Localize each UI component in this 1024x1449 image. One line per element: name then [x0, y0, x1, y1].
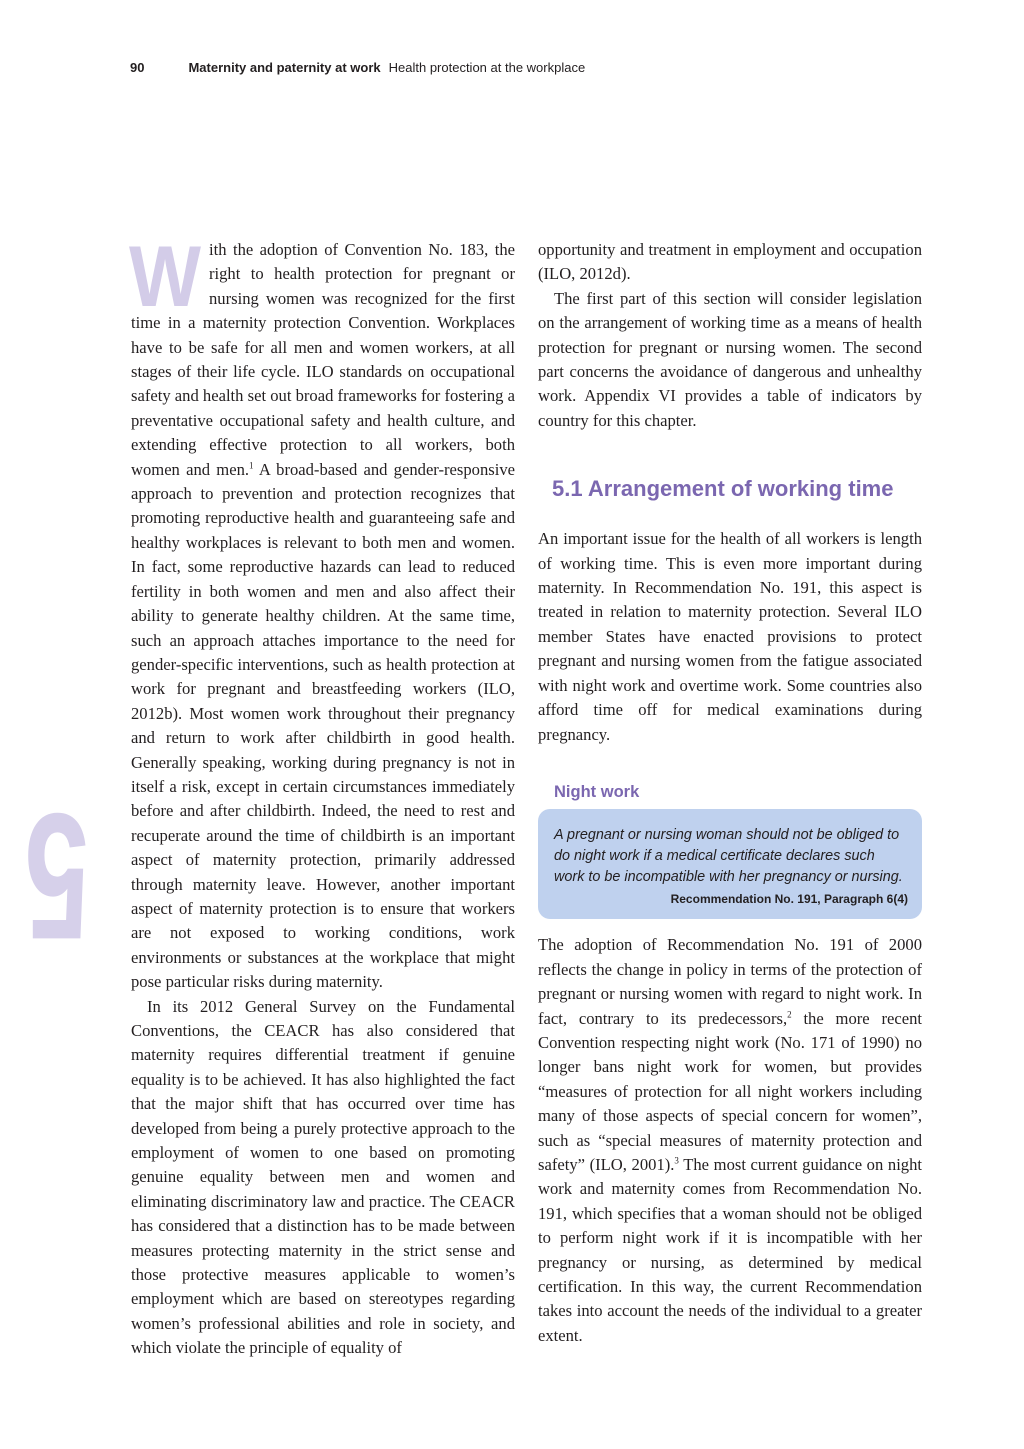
- night-work-text: The adoption of Recommendation No. 191 of 2000 reflects the change in policy in terms of the protection of pregnant or nursing women with regard to night work. In fact, contrary to its predecessors,: [538, 935, 922, 1028]
- section-heading: 5.1 Arrangement of working time: [552, 476, 894, 502]
- intro-text-continued: A broad-based and gender-responsive approach to prevention and protection recognizes that promoting reproductive health and guaranteeing safe and healthy workplaces is relevant to both men and women. In fact, some reproductive hazards can lead to reduced fertility in both women and men and also affect their ability to generate healthy children. At the same time, such an approach attaches importance to the need for gender-specific interventions, such as health protection at work for pregnant and breastfeeding workers (ILO, 2012b). Most women work throughout their pregnancy and return to work after childbirth in good health. Generally speaking, working during pregnancy is not in itself a risk, except in certain circumstances immediately before and after childbirth. Indeed, the need to rest and recuperate around the time of childbirth is an important aspect of maternity protection, primarily addressed through maternity leave. However, another important aspect of maternity protection is to ensure that workers are not exposed to working conditions, work environments or substances at the workplace that might pose particular risks during maternity.: [131, 459, 515, 992]
- ceacr-paragraph: In its 2012 General Survey on the Fundamental Conventions, the CEACR has also considered that maternity requires differential treatment if genuine equality is to be achieved. It has also highlighted the fact that the major shift that has occurred over time has developed from being a purely protective approach to the employment of women to one based on promoting genuine equality between men and women and eliminating discriminatory law and practice. The CEACR has considered that a distinction has to be made between measures protecting maternity in the strict sense and those protective measures applicable to women’s employment which are based on stereotypes regarding women’s professional abilities and role in society, and which violate the principle of equality of: [131, 996, 515, 1358]
- subsection-heading: Night work: [554, 782, 640, 801]
- footnote-marker-3[interactable]: 3: [674, 1155, 679, 1166]
- intro-paragraph: [129, 229, 515, 995]
- quote-text: A pregnant or nursing woman should not be obliged to do night work if a medical certificate declares such work to be incompatible with her pregnancy or nursing.: [554, 826, 903, 885]
- footnote-marker-2[interactable]: 2: [787, 1008, 792, 1019]
- book-title: Maternity and paternity at work: [188, 60, 381, 75]
- night-work-paragraph: [538, 933, 922, 1348]
- drop-cap-text: W: [129, 229, 202, 325]
- chapter-number-digit: 5: [25, 775, 89, 977]
- page-number: 90: [130, 60, 145, 75]
- intro-text: ith the adoption of Convention No. 183, the right to health protection for pregnant or nursing women was recognized for the first time in a maternity protection Convention. Workplaces have to be safe for all men and women workers, at all stages of their life cycle. ILO standards on occupational safety and health set out broad frameworks for fostering a preventative occupational safety and health culture, and extending effective protection to all workers, both women and men.: [131, 240, 515, 479]
- left-column: [129, 229, 515, 1361]
- running-header: [130, 60, 585, 75]
- working-time-paragraph: An important issue for the health of all workers is length of working time. This is even more important during maternity. In Recommendation No. 191, this aspect is treated in relation to maternity protection. Several ILO member States have enacted provisions to protect pregnant and nursing women from the fatigue associated with night work and overtime work. Some countries also afford time off for medical examinations during pregnancy.: [538, 529, 922, 744]
- chapter-number-marker: [24, 775, 90, 977]
- continued-paragraph: opportunity and treatment in employment and occupation (ILO, 2012d).: [538, 240, 922, 284]
- quote-box: [538, 809, 922, 919]
- quote-source: Recommendation No. 191, Paragraph 6(4): [670, 892, 908, 907]
- footnote-marker-1[interactable]: 1: [249, 460, 254, 471]
- drop-cap-letter: [129, 229, 203, 325]
- night-work-text-continued: the more recent Convention respecting night work (No. 171 of 1990) no longer bans night work for women, but provides “measures of protection for all night workers including many of those aspects of special concern for women”, such as “special measures of maternity protection and safety” (ILO, 2001).: [538, 1008, 923, 1174]
- section-overview-paragraph: The first part of this section will consider legislation on the arrangement of working time as a means of health protection for pregnant or nursing women. The second part concerns the avoidance of dangerous and unhealthy work. Appendix VI provides a table of indicators by country for this chapter.: [538, 288, 922, 430]
- right-column: [538, 238, 922, 1348]
- chapter-title: Health protection at the workplace: [388, 60, 586, 75]
- night-work-text-end: The most current guidance on night work and maternity comes from Recommendation No. 191, which specifies that a woman should not be obliged to perform night work if it is incompatible with her pregnancy or nursing, as determined by medical certification. In this way, the current Recommendation takes into account the needs of the individual to a greater extent.: [538, 1154, 923, 1345]
